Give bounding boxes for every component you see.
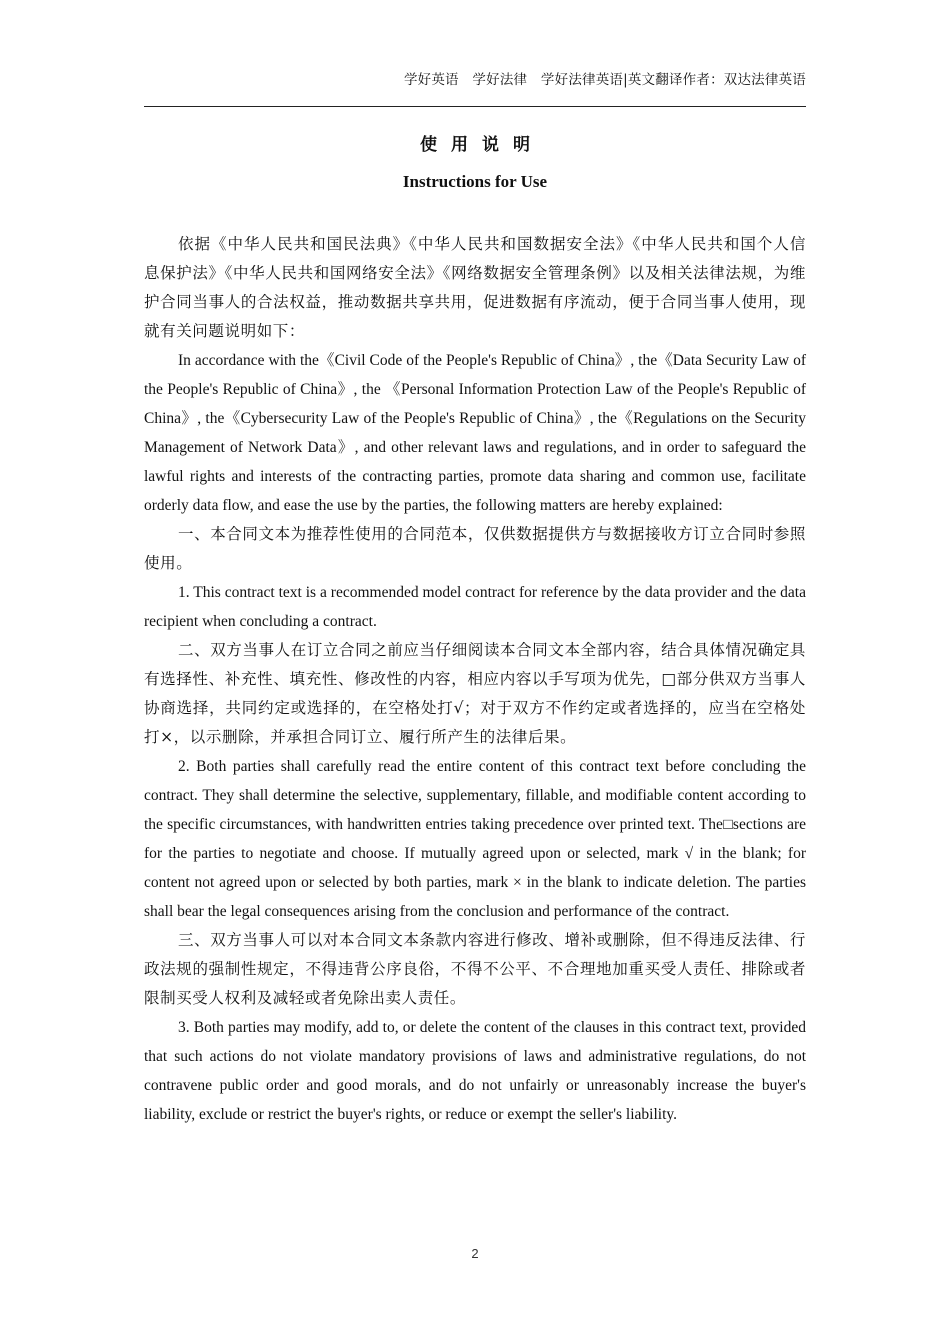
page-header: [144, 66, 806, 107]
header-text: 学好英语 学好法律 学好法律英语|英文翻译作者：双达法律英语: [403, 72, 806, 88]
document-body: [144, 230, 806, 1129]
paragraph-item1-en: 1. This contract text is a recommended model contract for reference by the data provider and the data recipient when concluding a contract.: [144, 584, 806, 630]
page-number: 2: [471, 1246, 479, 1261]
paragraph-item1-cn: 一、本合同文本为推荐性使用的合同范本，仅供数据提供方与数据接收方订立合同时参照使用。: [144, 525, 806, 572]
title-english: Instructions for Use: [402, 172, 548, 191]
paragraph-intro-cn: 依据《中华人民共和国民法典》《中华人民共和国数据安全法》《中华人民共和国个人信息保护法》《中华人民共和国网络安全法》《网络数据安全管理条例》以及相关法律法规，为维护合同当事人的合法权益，推动数据共享共用，促进数据有序流动，便于合同当事人使用，现就有关问题说明如下：: [144, 235, 806, 340]
paragraph-item3-cn: 三、双方当事人可以对本合同文本条款内容进行修改、增补或删除，但不得违反法律、行政法规的强制性规定，不得违背公序良俗，不得不公平、不合理地加重买受人责任、排除或者限制买受人权利及减轻或者免除出卖人责任。: [144, 931, 806, 1007]
paragraph-item2-en: 2. Both parties shall carefully read the entire content of this contract text before concluding the contract. They shall determine the selective, supplementary, fillable, and modifiable content according to the specific circumstances, with handwritten entries taking precedence over printed text. The□sections are for the parties to negotiate and choose. If mutually agreed upon or selected, mark √ in the blank; for content not agreed upon or selected by both parties, mark × in the blank to indicate deletion. The parties shall bear the legal consequences arising from the conclusion and performance of the contract.: [144, 758, 806, 920]
paragraph-intro-en: In accordance with the《Civil Code of the People's Republic of China》, the《Data Security Law of the People's Republic of China》, the 《Personal Information Protection Law of the People's Republic of China》, the《Cybersecurity Law of the People's Republic of China》, the《Regulations on the Security Management of Network Data》, and other relevant laws and regulations, and in order to safeguard the lawful rights and interests of the contracting parties, promote data sharing and common use, facilitate orderly data flow, and ease the use by the parties, the following matters are hereby explained:: [144, 352, 806, 514]
paragraph-item2-cn: 二、双方当事人在订立合同之前应当仔细阅读本合同文本全部内容，结合具体情况确定具有选择性、补充性、填充性、修改性的内容，相应内容以手写项为优先，□部分供双方当事人协商选择，共同约定或选择的，在空格处打√；对于双方不作约定或者选择的，应当在空格处打×，以示删除，并承担合同订立、履行所产生的法律后果。: [144, 641, 806, 746]
title-chinese: 使用说明: [420, 135, 544, 155]
paragraph-item3-en: 3. Both parties may modify, add to, or delete the content of the clauses in this contract text, provided that such actions do not violate mandatory provisions of laws and administrative regulations, do not contravene public order and good morals, and do not unfairly or unreasonably increase the buyer's liability, exclude or restrict the buyer's rights, or reduce or exempt the seller's liability.: [144, 1019, 806, 1123]
